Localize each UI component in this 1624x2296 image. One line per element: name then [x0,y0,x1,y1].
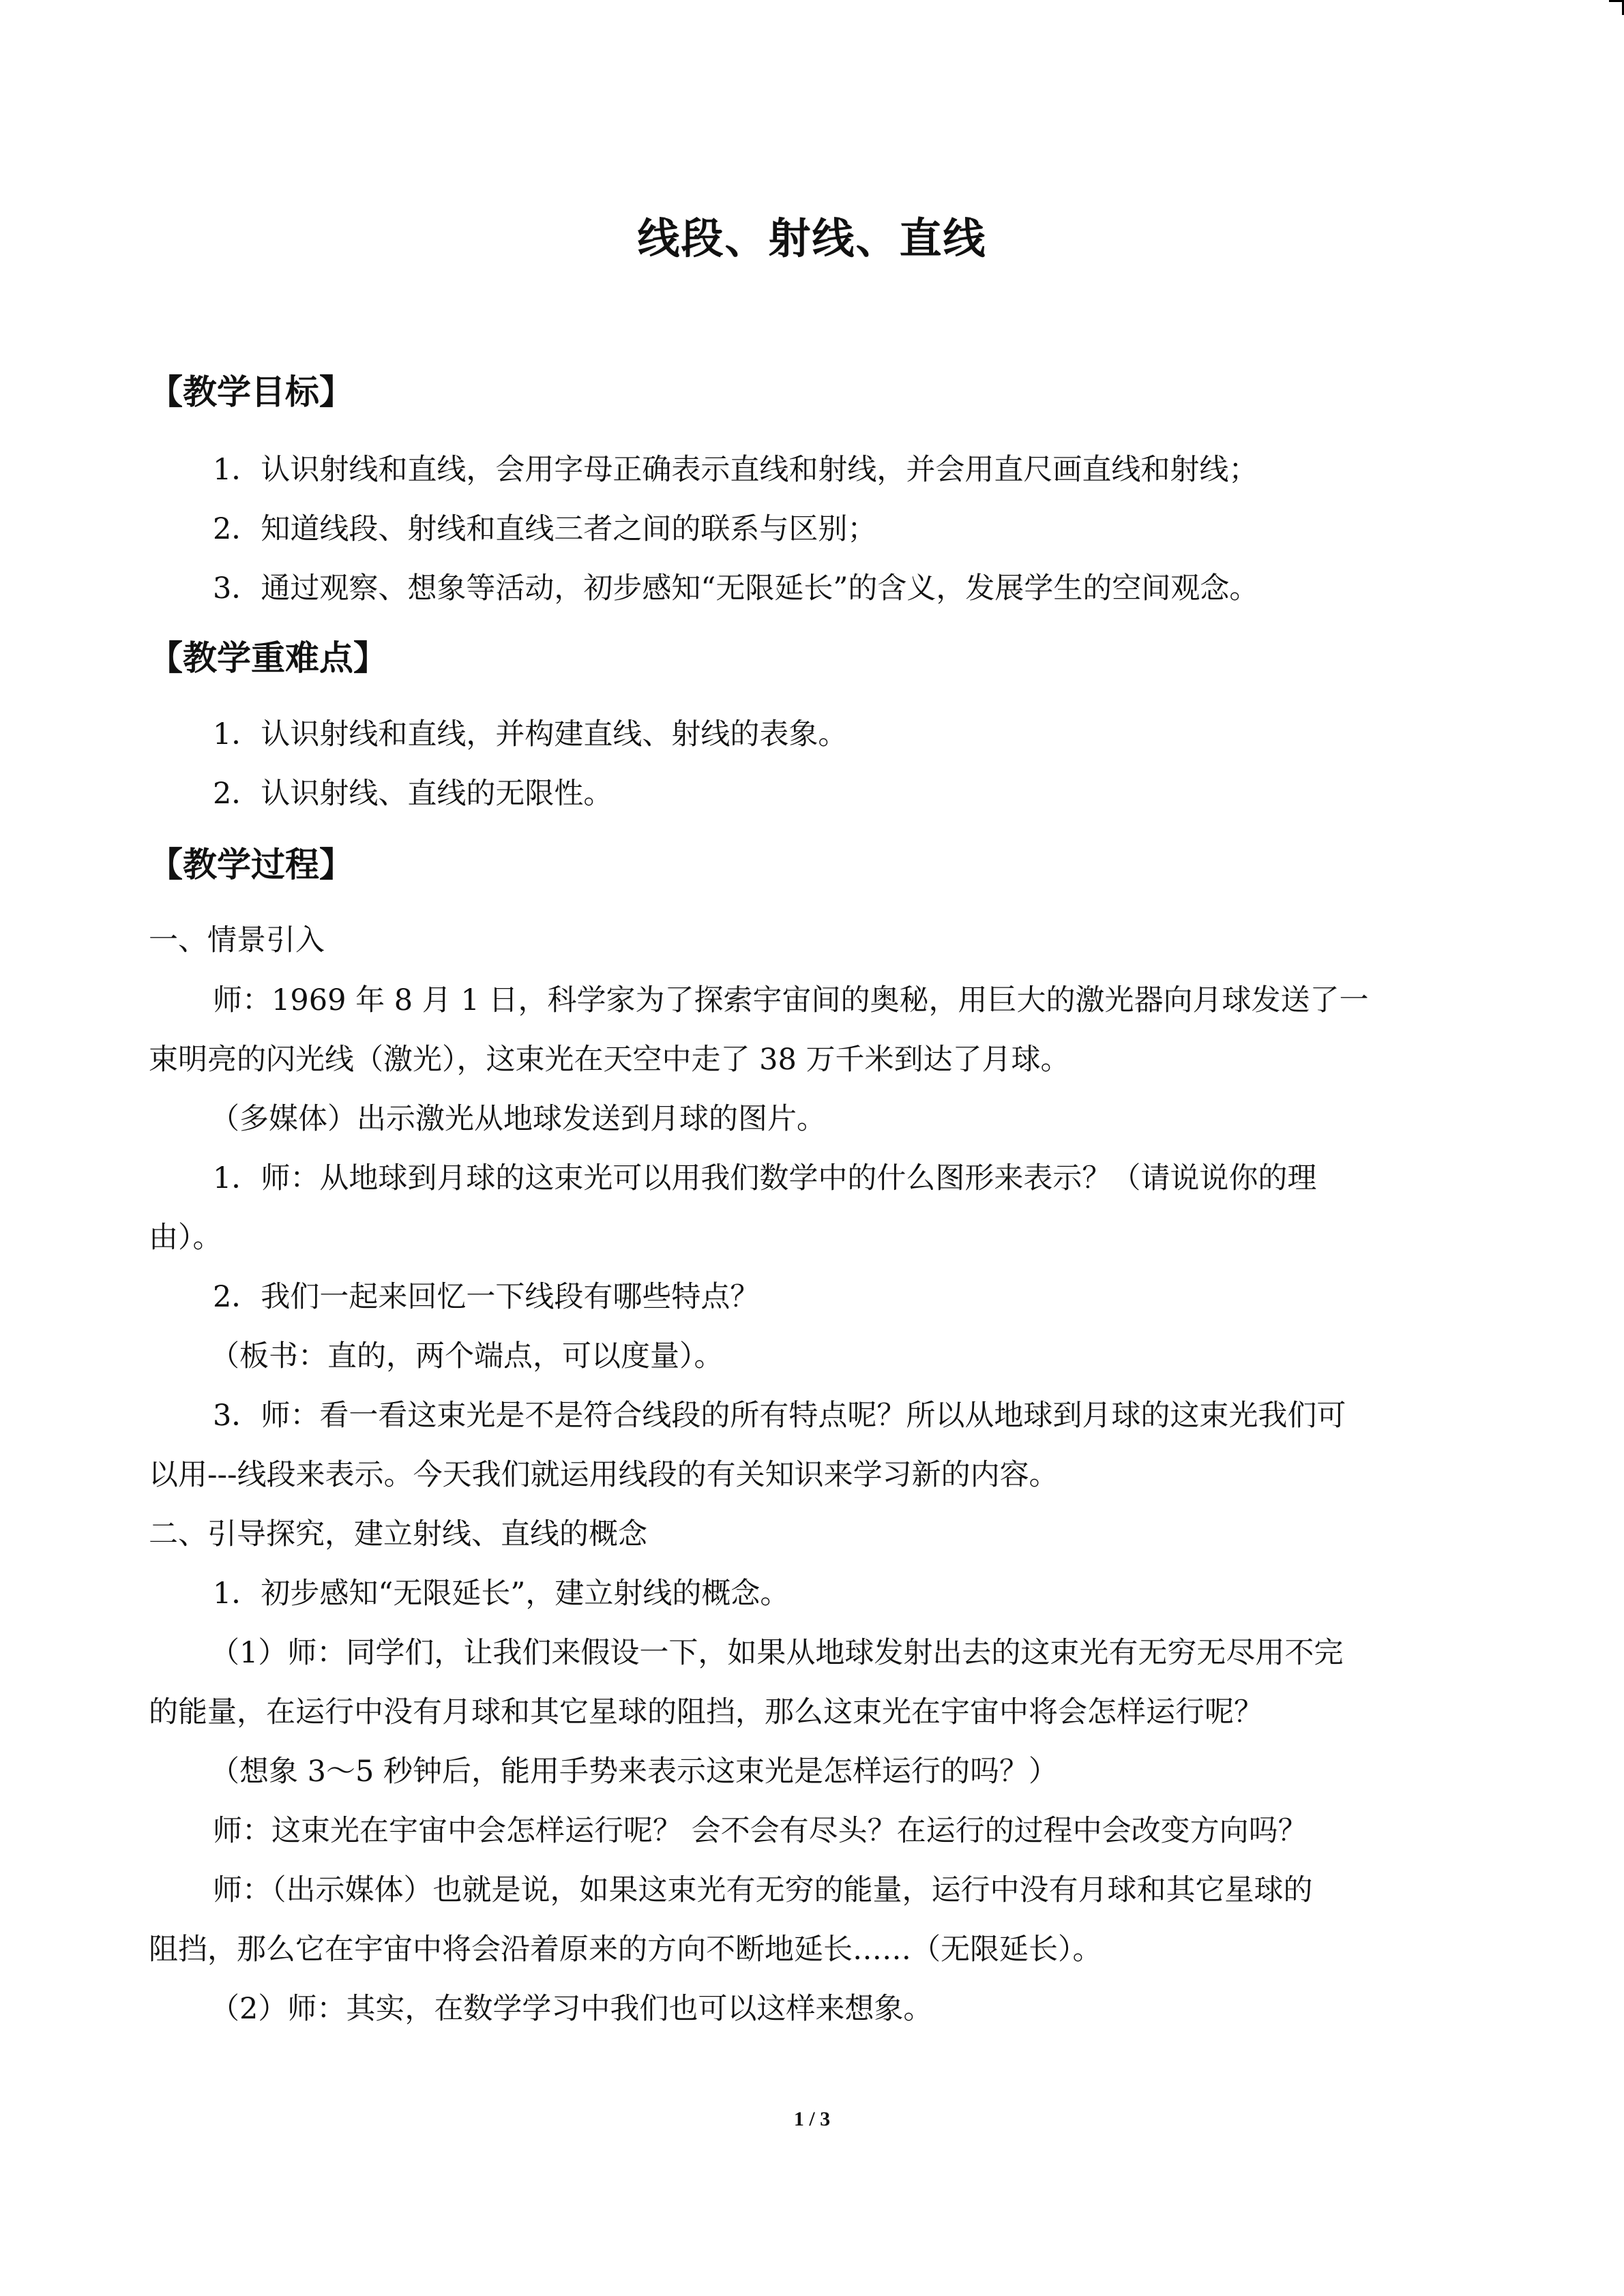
paragraph-line: 阻挡，那么它在宇宙中将会沿着原来的方向不断地延长……（无限延长）。 [149,1933,1102,1967]
objective-item: 1．认识射线和直线，会用字母正确表示直线和射线，并会用直尺画直线和射线； [213,453,1258,487]
key-point-item: 1．认识射线和直线，并构建直线、射线的表象。 [213,717,848,751]
paragraph-line: （1）师：同学们，让我们来假设一下，如果从地球发射出去的这束光有无穷无尽用不完 [210,1636,1344,1670]
objective-item: 3．通过观察、想象等活动，初步感知“无限延长”的含义，发展学生的空间观念。 [213,571,1259,606]
paragraph-line: 以用---线段来表示。今天我们就运用线段的有关知识来学习新的内容。 [149,1458,1059,1492]
paragraph-line: （想象 3～5 秒钟后，能用手势来表示这束光是怎样运行的吗？） [210,1755,1059,1789]
paragraph-line: 2．我们一起来回忆一下线段有哪些特点？ [213,1280,760,1314]
page-number: 1 / 3 [793,2108,831,2130]
heading-key-points: 【教学重难点】 [149,638,387,678]
objective-item: 2．知道线段、射线和直线三者之间的联系与区别； [213,512,877,546]
page-title: 线段、射线、直线 [637,213,987,263]
paragraph-line: 师：这束光在宇宙中会怎样运行呢？ 会不会有尽头？在运行的过程中会改变方向吗？ [213,1814,1308,1848]
section-title: 二、引导探究，建立射线、直线的概念 [149,1517,647,1551]
paragraph-line: 由）。 [149,1221,222,1255]
paragraph-line: 的能量，在运行中没有月球和其它星球的阻挡，那么这束光在宇宙中将会怎样运行呢？ [149,1695,1263,1729]
corner-mark [1609,0,1624,2]
key-point-item: 2．认识射线、直线的无限性。 [213,777,613,811]
heading-process: 【教学过程】 [149,844,353,884]
paragraph-line: 3．师：看一看这束光是不是符合线段的所有特点呢？所以从地球到月球的这束光我们可 [213,1399,1346,1433]
section-title: 一、情景引入 [149,923,325,957]
paragraph-line: （2）师：其实，在数学学习中我们也可以这样来想象。 [210,1992,933,2026]
paragraph-line: 1．师：从地球到月球的这束光可以用我们数学中的什么图形来表示？（请说说你的理 [213,1161,1317,1195]
paragraph-line: （多媒体）出示激光从地球发送到月球的图片。 [210,1102,826,1136]
heading-objectives: 【教学目标】 [149,372,353,412]
paragraph-line: 1．初步感知“无限延长”，建立射线的概念。 [213,1577,790,1611]
paragraph-line: 师：（出示媒体）也就是说，如果这束光有无穷的能量，运行中没有月球和其它星球的 [213,1873,1313,1907]
paragraph-line: （板书：直的，两个端点，可以度量）。 [210,1339,724,1373]
paragraph-line: 师：1969 年 8 月 1 日，科学家为了探索宇宙间的奥秘，用巨大的激光器向月球发送了一 [213,983,1369,1017]
paragraph-line: 束明亮的闪光线（激光），这束光在天空中走了 38 万千米到达了月球。 [149,1043,1070,1077]
